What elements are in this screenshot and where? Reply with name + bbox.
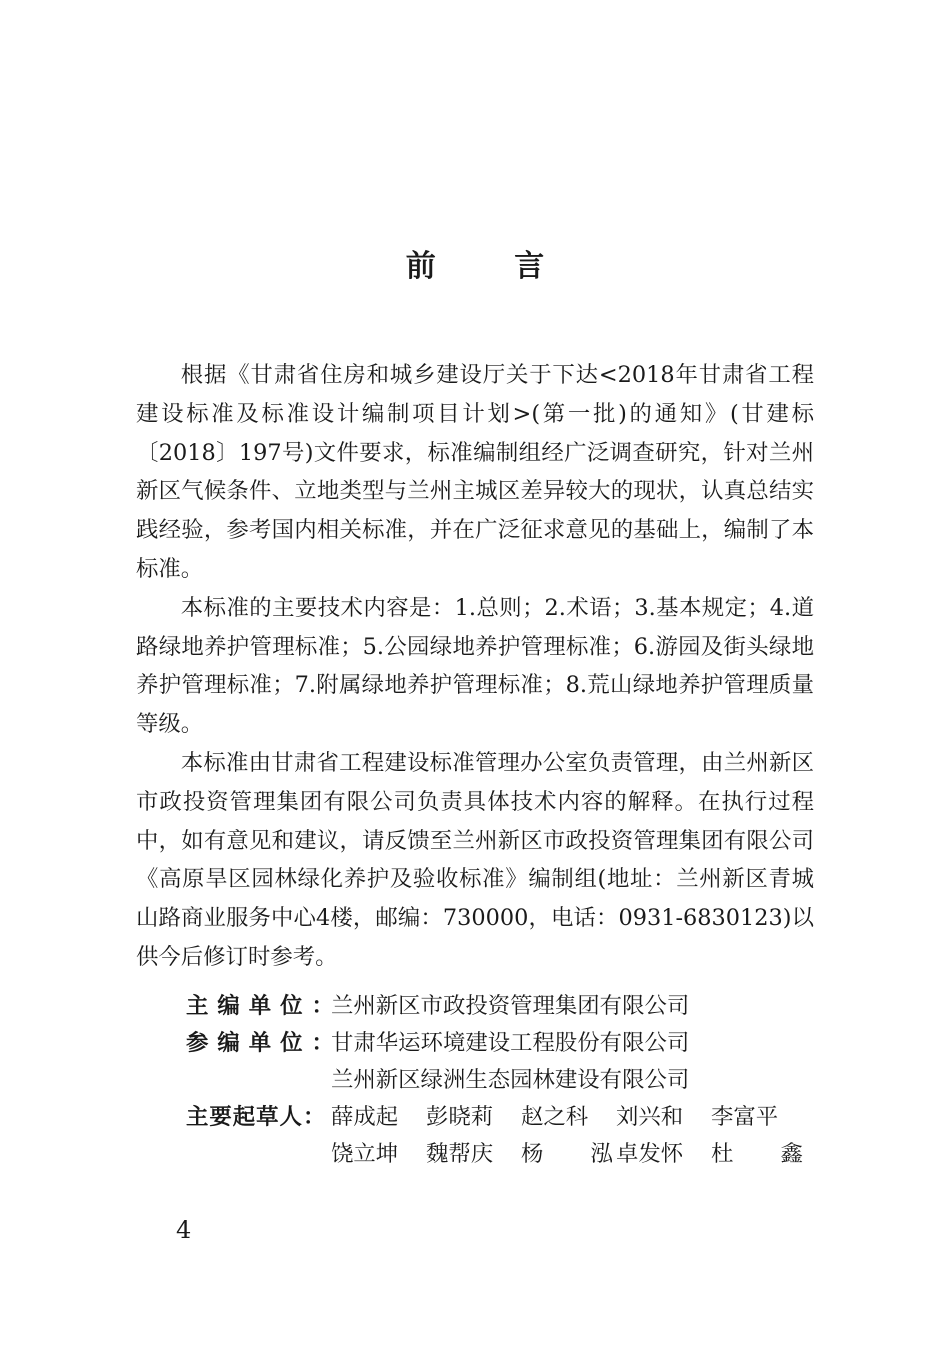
participating-unit: 甘肃华运环境建设工程股份有限公司 (331, 1030, 690, 1056)
participating-unit-row (186, 1025, 806, 1099)
page-number: 4 (176, 1216, 192, 1244)
drafter-name: 杨 泓 (521, 1141, 633, 1167)
drafter-name: 饶立坤 (331, 1141, 399, 1167)
page-title: 前 言 (405, 249, 579, 284)
drafter-name: 李富平 (711, 1104, 779, 1130)
drafter-name: 刘兴和 (616, 1104, 684, 1130)
drafter-name: 薛成起 (331, 1104, 399, 1130)
drafter-name: 彭晓莉 (426, 1104, 494, 1130)
paragraph-basis: 根据《甘肃省住房和城乡建设厅关于下达<2018年甘肃省工程建设标准及标准设计编制项目计划>(第一批)的通知》(甘建标〔2018〕197号)文件要求，标准编制组经广泛调查研究，针对兰州新区气候条件、立地类型与兰州主城区差异较大的现状，认真总结实践经验，参考国内相关标准，并在广泛征求意见的基础上，编制了本标准。 (136, 362, 814, 582)
chief-unit-label: 主编单位： (186, 993, 343, 1019)
drafter-name: 魏帮庆 (426, 1141, 494, 1167)
drafters-list (331, 1099, 823, 1173)
drafters-row (186, 1099, 823, 1173)
drafter-name: 杜 鑫 (711, 1141, 823, 1167)
drafters-label: 主要起草人： (186, 1104, 327, 1130)
paragraph-management: 本标准由甘肃省工程建设标准管理办公室负责管理，由兰州新区市政投资管理集团有限公司负责具体技术内容的解释。在执行过程中，如有意见和建议，请反馈至兰州新区市政投资管理集团有限公司《高原旱区园林绿化养护及验收标准》编制组(地址：兰州新区青城山路商业服务中心4楼，邮编：730000，电话：0931-6830123)以供今后修订时参考。 (136, 749, 814, 970)
participating-unit-label: 参编单位： (186, 1030, 343, 1056)
drafter-name: 赵之科 (521, 1104, 589, 1130)
chief-unit: 兰州新区市政投资管理集团有限公司 (331, 993, 690, 1019)
participating-unit: 兰州新区绿洲生态园林建设有限公司 (331, 1067, 690, 1093)
drafter-name: 卓发怀 (616, 1141, 684, 1167)
preface-body (136, 356, 814, 977)
chief-unit-row (186, 988, 806, 1025)
credits-block (186, 988, 823, 1173)
paragraph-contents: 本标准的主要技术内容是：1.总则；2.术语；3.基本规定；4.道路绿地养护管理标准；5.公园绿地养护管理标准；6.游园及街头绿地养护管理标准；7.附属绿地养护管理标准；8.荒山绿地养护管理质量等级。 (136, 594, 814, 738)
